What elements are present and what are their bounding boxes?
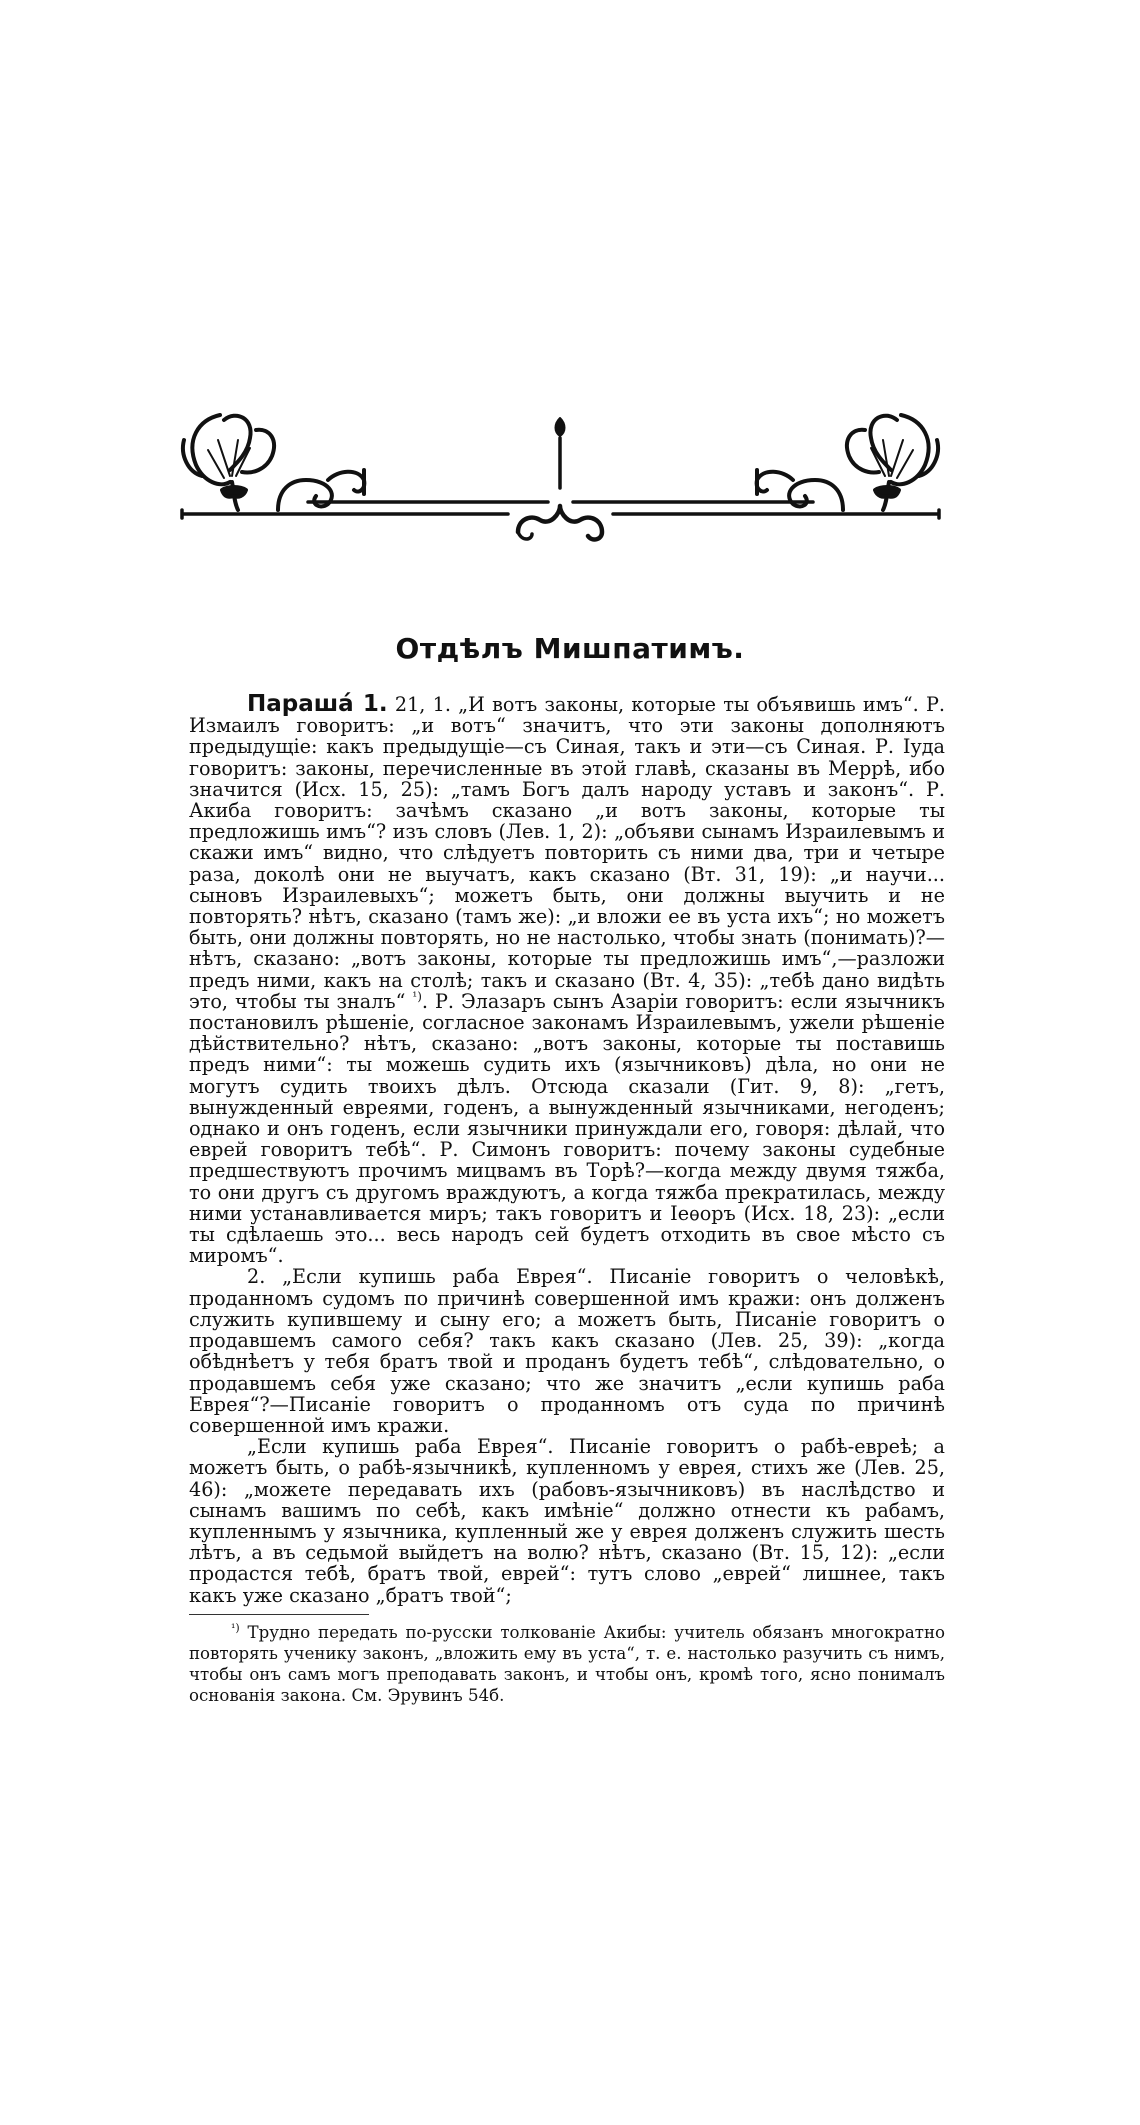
parasha-heading: Параша́ 1. [247, 691, 388, 717]
paragraph-parasha-1 [189, 691, 945, 1268]
right-flower-ornament [847, 415, 938, 510]
paragraph-2: 2. „Если купишь раба Еврея“. Писаніе говоритъ о человѣкѣ, проданномъ судомъ по причинѣ совершенной имъ кражи: онъ долженъ служить купившему и сыну его; а можетъ быть, Писаніе говоритъ о продавшемъ самого себя? такъ какъ сказано (Лев. 25, 39): „когда обѣднѣетъ у тебя братъ твой и проданъ будетъ тебѣ“, слѣдовательно, о продавшемъ себя уже сказано; что же значитъ „если купишь раба Еврея“?—Писаніе говоритъ о проданномъ отъ суда по причинѣ совершенной имъ кражи. [189, 1265, 945, 1437]
footnote-reference[interactable]: ¹) [412, 989, 422, 1004]
right-scroll-ornament [757, 470, 843, 510]
footnote-mark: ¹) [231, 1621, 240, 1635]
footnote-divider [189, 1614, 369, 1615]
paragraph-text: 21, 1. „И вотъ законы, которые ты объявишь имъ“. Р. Измаилъ говоритъ: „и вотъ“ значитъ, что эти законы дополняютъ предыдущіе: какъ предыдущіе—съ Синая, такъ и эти—съ Синая. Р. Іуда говоритъ: законы, перечисленные въ этой главѣ, сказаны въ Меррѣ, ибо значится (Исх. 15, 25): „тамъ Богъ далъ народу уставъ и законъ“. Р. Акиба говоритъ: зачѣмъ сказано „и вотъ законы, которые ты предложишь имъ“? изъ словъ (Лев. 1, 2): „объяви сынамъ Израилевымъ и скажи имъ“ видно, что слѣдуетъ повторить съ ними два, три и четыре раза, доколѣ они не выучатъ, какъ сказано (Вт. 31, 19): „и научи... сыновъ Израилевыхъ“; можетъ быть, они должны выучить и не повторять? нѣтъ, сказано (тамъ же): „и вложи ее въ уста ихъ“; но можетъ быть, они должны повторять, но не настолько, чтобы знать (понимать)?—нѣтъ, сказано: „вотъ законы, которые ты предложишь имъ“,—разложи предъ ними, какъ на столѣ; такъ и сказано (Вт. 4, 35): „тебѣ дано видѣть это, чтобы ты зналъ“ [189, 693, 945, 1013]
footnote-text: Трудно передать по-русски толкованіе Акибы: учитель обязанъ многократно повторять ученику законъ, „вложить ему въ уста“, т. е. настолько разучить съ нимъ, чтобы онъ самъ могъ преподавать законъ, и чтобы онъ, кромѣ того, ясно понималъ основанія закона. См. Эрувинъ 54б. [189, 1623, 945, 1705]
main-text [189, 691, 945, 1607]
section-title: Отдѣлъ Мишпатимъ. [395, 632, 745, 665]
decorative-header-ornament [178, 410, 943, 545]
paragraph-3: „Если купишь раба Еврея“. Писаніе говоритъ о рабѣ-евреѣ; а можетъ быть, о рабѣ-язычникѣ, купленномъ у еврея, стихъ же (Лев. 25, 46): „можете передавать ихъ (рабовъ-язычниковъ) въ наслѣдство и сынамъ вашимъ по себѣ, какъ имѣніе“ должно отнести къ рабамъ, купленнымъ у язычника, купленный же у еврея долженъ служить шесть лѣтъ, а въ седьмой выйдетъ на волю? нѣтъ, сказано (Вт. 15, 12): „если продастся тебѣ, братъ твой, еврей“: тутъ слово „еврей“ лишнее, такъ какъ уже сказано „братъ твой“; [189, 1435, 945, 1607]
left-scroll-ornament [278, 470, 364, 510]
paragraph-text: . Р. Элазаръ сынъ Азаріи говоритъ: если язычникъ постановилъ рѣшеніе, согласное законамъ Израилевымъ, ужели рѣшеніе дѣйствительно? нѣтъ, сказано: „вотъ законы, которые ты поставишь предъ ними“: ты можешь судить ихъ (язычниковъ) дѣла, но они не могутъ судить твоихъ дѣлъ. Отсюда сказали (Гит. 9, 8): „гетъ, вынужденный евреями, годенъ, а вынужденный язычниками, негоденъ; однако и онъ годенъ, если язычники принуждали его, говоря: дѣлай, что еврей говоритъ тебѣ“. Р. Симонъ говоритъ: почему законы судебные предшествуютъ прочимъ мицвамъ въ Торѣ?—когда между двумя тяжба, то они другъ съ другомъ враждуютъ, а когда тяжба прекратилась, между ними устанавливается миръ; такъ говоритъ и Іеѳоръ (Исх. 18, 23): „если ты сдѣлаешь это... весь народъ сей будетъ отходить въ свое мѣсто съ миромъ“. [189, 989, 945, 1268]
left-flower-ornament [183, 415, 274, 510]
footnote [189, 1622, 945, 1706]
center-bud-ornament [556, 418, 565, 436]
